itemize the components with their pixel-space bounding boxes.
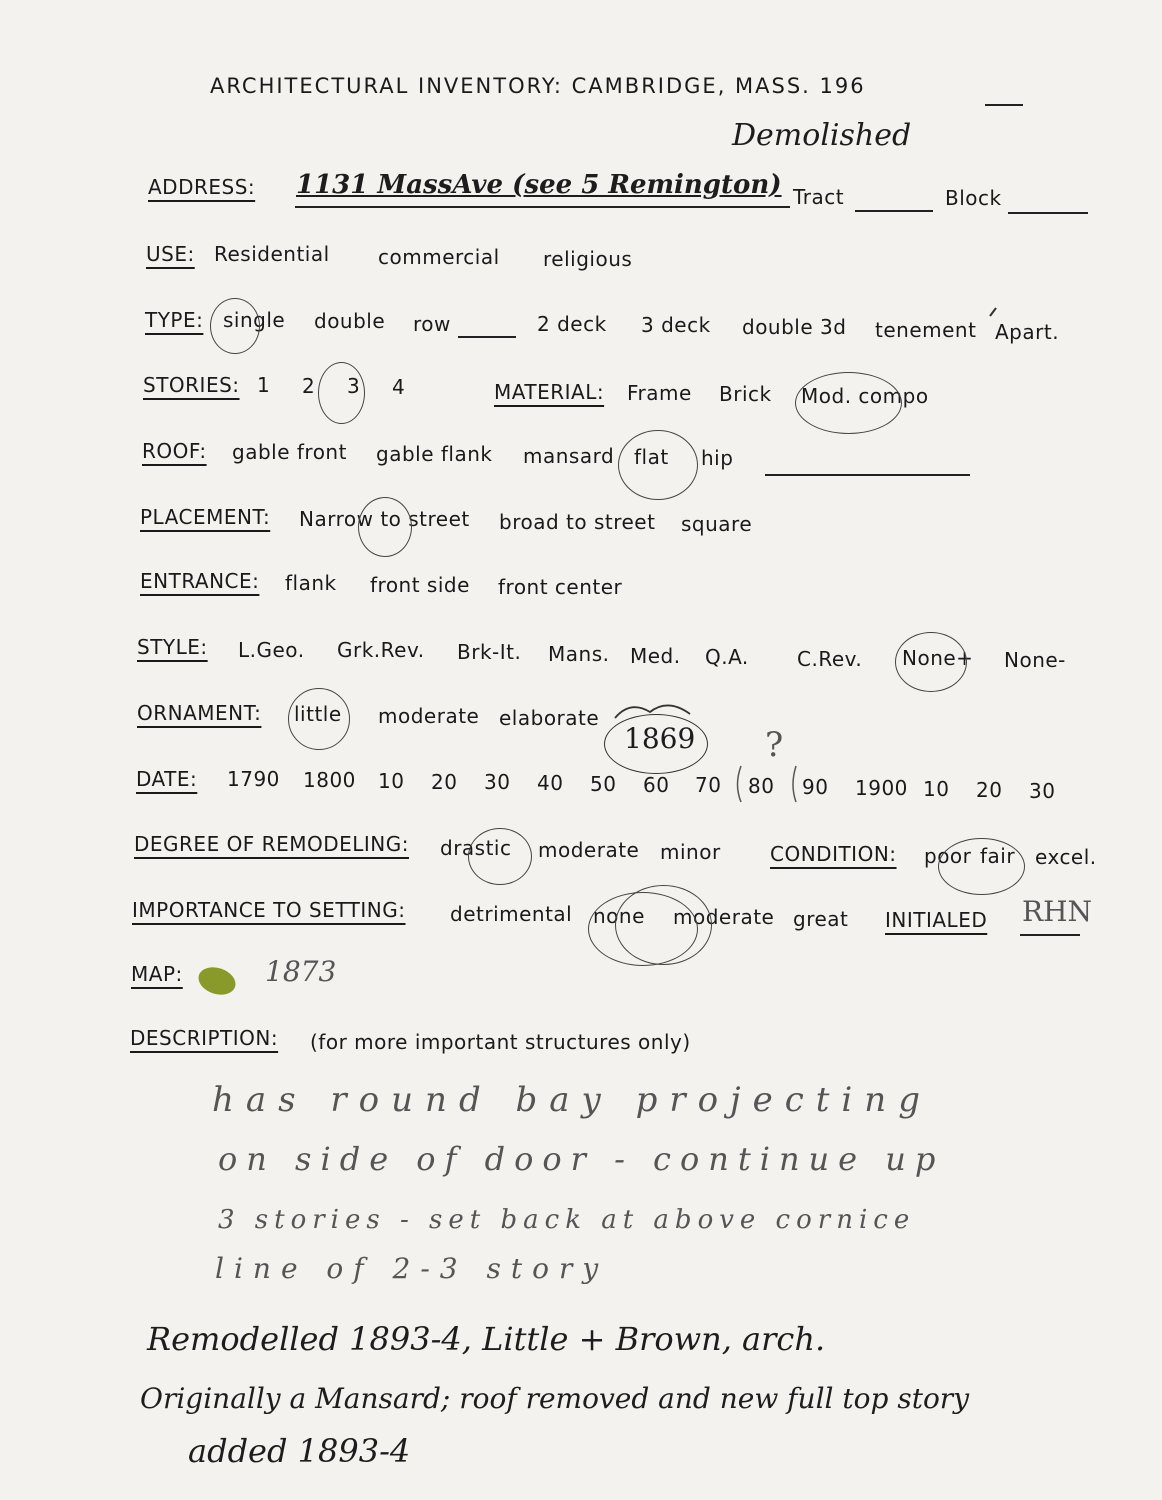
date-80-bracket-left	[738, 766, 742, 802]
use-option-religious[interactable]: religious	[543, 247, 633, 271]
importance-option-detrimental[interactable]: detrimental	[450, 902, 573, 926]
condition-option-excel[interactable]: excel.	[1035, 845, 1097, 869]
description-ink-line: Remodelled 1893-4, Little + Brown, arch.	[147, 1320, 826, 1358]
type-option-apart[interactable]: Apart.	[995, 320, 1060, 344]
style-option-qa[interactable]: Q.A.	[705, 645, 749, 669]
apart-accent	[990, 308, 996, 316]
date-option-1800[interactable]: 1800	[303, 768, 356, 792]
description-pencil-line: on side of door - continue up	[218, 1140, 945, 1178]
roof-option-gableflank[interactable]: gable flank	[376, 442, 493, 466]
placement-option-square[interactable]: square	[681, 512, 753, 536]
roof-option-hip[interactable]: hip	[701, 446, 734, 470]
date-option-10[interactable]: 10	[378, 769, 405, 793]
date-option-50[interactable]: 50	[590, 772, 617, 796]
address-value[interactable]: 1131 MassAve (see 5 Remington)	[296, 170, 782, 200]
remodeling-option-moderate[interactable]: moderate	[538, 838, 640, 862]
description-note: (for more important structures only)	[310, 1030, 691, 1054]
date-query: ?	[765, 725, 784, 765]
date-option-1900[interactable]: 1900	[855, 776, 908, 800]
style-option-noneplus[interactable]: None+	[902, 646, 974, 670]
remodeling-option-drastic[interactable]: drastic	[440, 836, 512, 860]
condition-label: CONDITION:	[770, 842, 897, 866]
stories-label: STORIES:	[143, 373, 240, 397]
placement-option-narrow[interactable]: Narrow to street	[299, 507, 470, 531]
entrance-label: ENTRANCE:	[140, 569, 260, 593]
ring-1869-top-scallop	[615, 705, 690, 718]
importance-option-great[interactable]: great	[793, 907, 849, 931]
ornament-option-little[interactable]: little	[294, 702, 342, 726]
block-label: Block	[945, 186, 1002, 210]
form-title: ARCHITECTURAL INVENTORY: CAMBRIDGE, MASS. 196	[210, 74, 866, 98]
type-option-3deck[interactable]: 3 deck	[641, 313, 711, 337]
description-label: DESCRIPTION:	[130, 1026, 279, 1050]
material-option-brick[interactable]: Brick	[719, 382, 772, 406]
stories-option-2[interactable]: 2	[302, 374, 316, 398]
type-option-row[interactable]: row	[413, 312, 451, 336]
remodeling-option-minor[interactable]: minor	[660, 840, 721, 864]
style-option-mans[interactable]: Mans.	[548, 642, 610, 666]
use-option-residential[interactable]: Residential	[214, 242, 330, 266]
style-option-noneminus[interactable]: None-	[1004, 648, 1066, 672]
placement-label: PLACEMENT:	[140, 505, 271, 529]
ornament-option-elaborate[interactable]: elaborate	[499, 706, 600, 730]
material-option-frame[interactable]: Frame	[627, 381, 692, 405]
use-option-commercial[interactable]: commercial	[378, 245, 500, 269]
roof-option-flat[interactable]: flat	[634, 445, 669, 469]
initialed-value[interactable]: RHN	[1022, 895, 1092, 928]
style-label: STYLE:	[137, 635, 208, 659]
type-option-double[interactable]: double	[314, 309, 386, 333]
entrance-option-frontside[interactable]: front side	[370, 573, 470, 597]
use-label: USE:	[146, 242, 195, 266]
roof-option-mansard[interactable]: mansard	[523, 444, 615, 468]
style-option-grkrev[interactable]: Grk.Rev.	[337, 638, 425, 662]
remodeling-label: DEGREE OF REMODELING:	[134, 832, 409, 856]
style-option-lgeo[interactable]: L.Geo.	[238, 638, 305, 662]
stories-option-3[interactable]: 3	[347, 374, 361, 398]
ornament-label: ORNAMENT:	[137, 701, 262, 725]
material-option-modcompo[interactable]: Mod. compo	[801, 384, 929, 408]
style-option-med[interactable]: Med.	[630, 644, 681, 668]
roof-option-gablefront[interactable]: gable front	[232, 440, 347, 464]
type-option-double3d[interactable]: double 3d	[742, 315, 847, 339]
map-label: MAP:	[131, 962, 183, 986]
importance-option-moderate[interactable]: moderate	[673, 905, 775, 929]
placement-option-broad[interactable]: broad to street	[499, 510, 656, 534]
date-option-40[interactable]: 40	[537, 771, 564, 795]
type-label: TYPE:	[145, 308, 204, 332]
date-option-20[interactable]: 20	[431, 770, 458, 794]
importance-option-none[interactable]: none	[593, 904, 645, 928]
date-handwritten: 1869	[624, 722, 696, 755]
description-ink-line: added 1893-4	[188, 1432, 411, 1470]
stories-option-1[interactable]: 1	[257, 373, 271, 397]
ornament-option-moderate[interactable]: moderate	[378, 704, 480, 728]
date-option-60[interactable]: 60	[643, 773, 670, 797]
tract-label: Tract	[793, 185, 845, 209]
type-option-single[interactable]: single	[223, 308, 286, 332]
date-option-70[interactable]: 70	[695, 773, 722, 797]
initialed-label: INITIALED	[885, 908, 988, 932]
condition-option-poor[interactable]: poor	[924, 844, 972, 868]
stories-option-4[interactable]: 4	[392, 375, 406, 399]
roof-label: ROOF:	[142, 439, 207, 463]
date-80-bracket-right	[793, 766, 796, 802]
date-option-30[interactable]: 30	[484, 770, 511, 794]
description-ink-line: Originally a Mansard; roof removed and new full top story	[140, 1382, 970, 1415]
date-option-1790[interactable]: 1790	[227, 767, 280, 791]
date-option-1930[interactable]: 30	[1029, 779, 1056, 803]
type-option-tenement[interactable]: tenement	[875, 318, 977, 342]
style-option-brkit[interactable]: Brk-It.	[457, 640, 522, 664]
address-label: ADDRESS:	[148, 175, 256, 199]
type-option-2deck[interactable]: 2 deck	[537, 312, 607, 336]
date-option-90[interactable]: 90	[802, 775, 829, 799]
style-option-crev[interactable]: C.Rev.	[797, 647, 863, 671]
description-pencil-line: has round bay projecting	[212, 1080, 932, 1120]
importance-label: IMPORTANCE TO SETTING:	[132, 898, 406, 922]
material-label: MATERIAL:	[494, 380, 605, 404]
entrance-option-flank[interactable]: flank	[285, 571, 337, 595]
date-option-1910[interactable]: 10	[923, 777, 950, 801]
description-pencil-line: 3 stories - set back at above cornice	[218, 1205, 916, 1235]
date-option-1920[interactable]: 20	[976, 778, 1003, 802]
condition-option-fair[interactable]: fair	[980, 844, 1016, 868]
demolished-note: Demolished	[732, 118, 912, 153]
entrance-option-frontcenter[interactable]: front center	[498, 575, 623, 599]
date-option-80[interactable]: 80	[748, 774, 775, 798]
date-label: DATE:	[136, 767, 198, 791]
description-pencil-line: line of 2-3 story	[215, 1252, 609, 1285]
map-value: 1873	[265, 955, 337, 988]
